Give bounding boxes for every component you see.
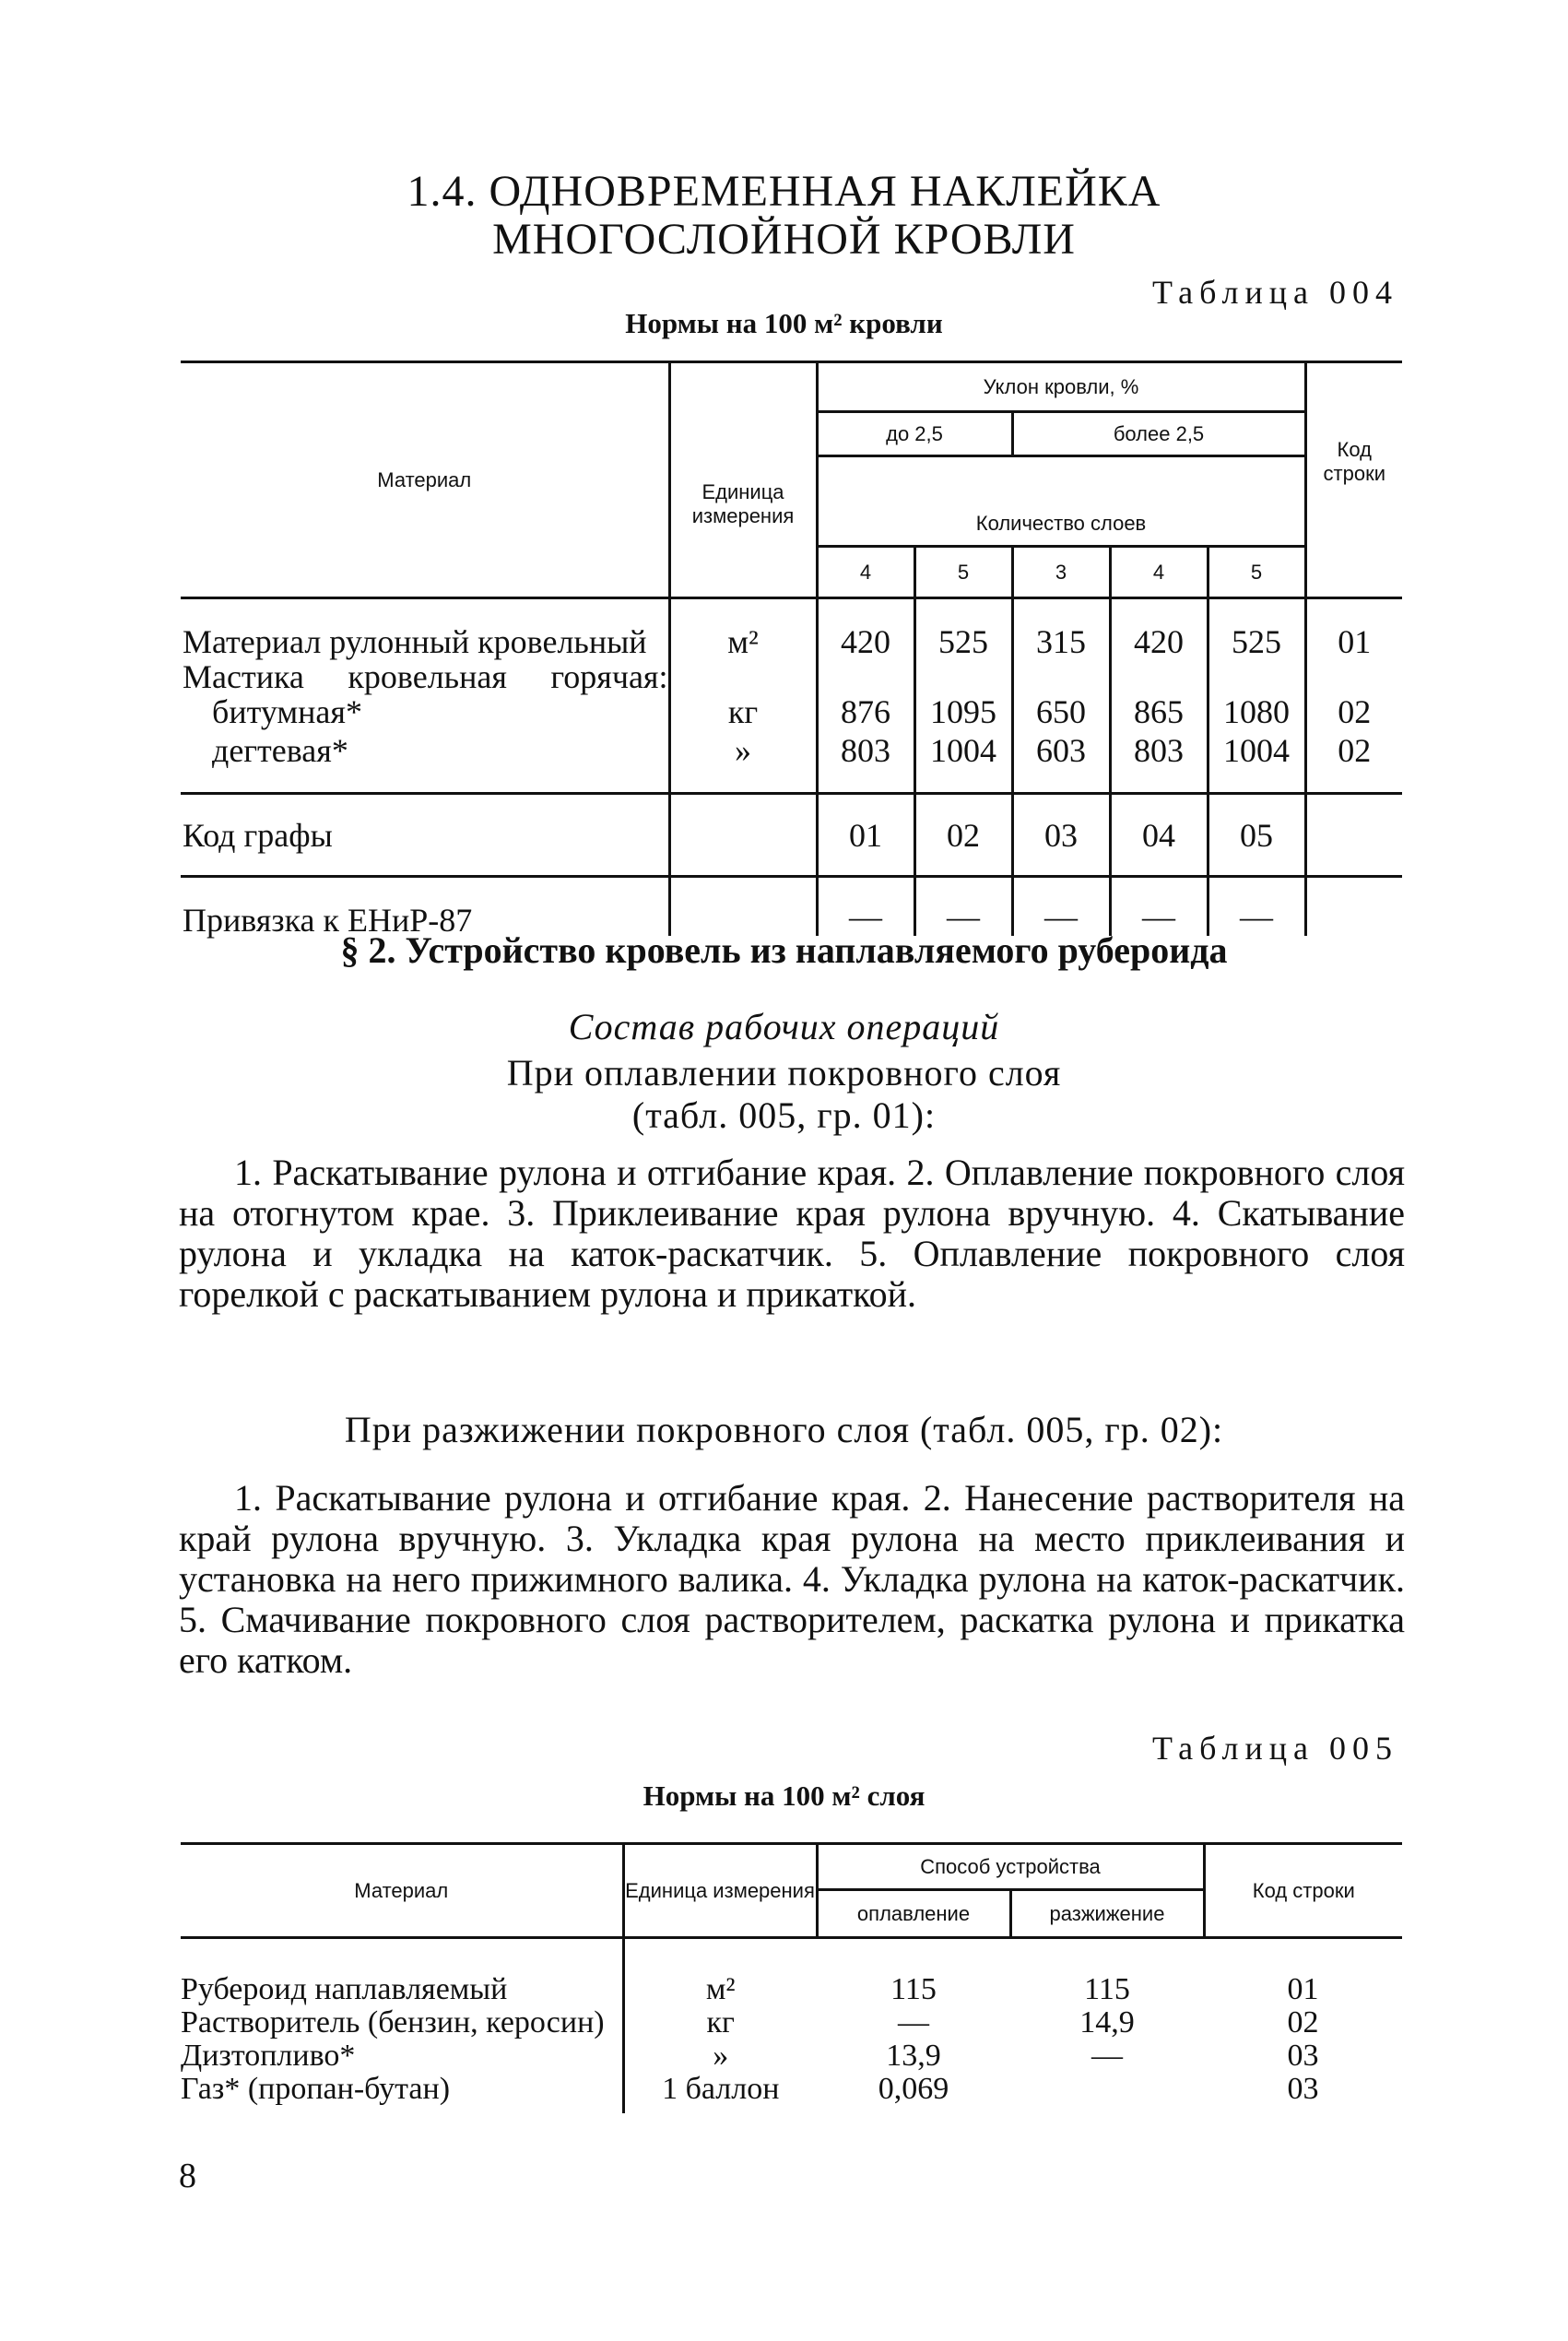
value-cell: 1004 [914,731,1012,770]
table-004-label: Таблица 004 [1152,274,1398,311]
unit-cell: 1 баллон [623,2073,817,2106]
header-layers: Количество слоев [817,456,1305,547]
value-cell: 420 [1110,622,1208,661]
header-material: Материал [181,1844,623,1938]
liquefying-cell: 115 [1084,1971,1130,2006]
value-cell [1110,661,1208,692]
value-cell: 1095 [914,692,1012,731]
binding-cell: — [1110,877,1208,936]
table-004 [181,361,1402,939]
melting-cell: 13,9 [886,2038,941,2073]
layer-count: 5 [914,547,1012,598]
value-cell: 1080 [1208,692,1305,731]
header-slope-to: до 2,5 [817,412,1012,456]
binding-cell: — [1012,877,1110,936]
code-cell: 01 [1305,622,1402,661]
unit-cell [669,661,817,692]
value-cell [817,661,914,692]
value-cell: 525 [914,622,1012,661]
header-unit: Единица измерения [669,362,817,598]
column-code-cell: 03 [1012,794,1110,877]
material-cell: Мастика кровельная горячая: [183,657,668,695]
binding-cell: — [817,877,914,936]
melting-title-line1: При оплавлении покровного слоя [506,1052,1062,1094]
material-cell: Рубероид наплавляемый [181,1971,508,2006]
column-code-row [181,794,1402,877]
value-cell: 603 [1012,731,1110,770]
liquefy-operations-text [179,1478,1405,1681]
table-row [181,731,1402,770]
header-melting: оплавление [817,1890,1010,1938]
value-cell: 865 [1110,692,1208,731]
code-cell: 02 [1305,731,1402,770]
melting-title-line2: (табл. 005, гр. 01): [631,1094,937,1136]
layer-count: 5 [1208,547,1305,598]
section-heading-line1: 1.4. ОДНОВРЕМЕННАЯ НАКЛЕЙКА [407,167,1161,216]
melting-paragraph: 1. Раскатывание рулона и отгибание края. 2. Оплавление покровного слоя на отогнутом крае. 3. Приклеивание края рулона вручную. 4. Скатывание рулона и укладка на каток-раскатчик. 5. Оплавление покровного слоя горелкой с раскатыванием рулона и прикаткой. [179,1152,1405,1315]
value-cell: 420 [817,622,914,661]
unit-cell: » [669,731,817,770]
unit-cell: кг [623,2006,817,2040]
table-row [181,692,1402,731]
material-cell: Газ* (пропан-бутан) [181,2071,451,2106]
value-cell: 803 [1110,731,1208,770]
unit-cell: м² [623,1973,817,2006]
column-code-cell: 05 [1208,794,1305,877]
column-code-cell: 04 [1110,794,1208,877]
header-liquefying: разжижение [1010,1890,1204,1938]
value-cell: 650 [1012,692,1110,731]
code-cell: 02 [1287,2004,1319,2040]
header-row-code: Код строки [1305,362,1402,598]
material-cell: Растворитель (бензин, керосин) [181,2004,605,2040]
value-cell [914,661,1012,692]
binding-row [181,877,1402,936]
table-row [181,661,1402,692]
column-code-cell: 01 [817,794,914,877]
binding-label: Привязка к ЕНиР-87 [183,901,473,939]
value-cell: 315 [1012,622,1110,661]
binding-cell: — [1208,877,1305,936]
section-heading-line2: МНОГОСЛОЙНОЙ КРОВЛИ [492,215,1076,264]
material-cell: Дизтопливо* [181,2038,356,2073]
table-row [181,1973,1402,2006]
liquefying-cell: — [1091,2038,1123,2073]
table-row [181,622,1402,661]
table-005-norms-title: Нормы на 100 м² слоя [643,1779,925,1812]
value-cell: 876 [817,692,914,731]
column-code-cell: 02 [914,794,1012,877]
melting-cell: 115 [890,1971,937,2006]
melting-operations-text [179,1153,1405,1315]
melting-cell: — [898,2004,929,2040]
material-cell: дегтевая* [212,731,348,769]
liquefying-cell [1010,2073,1204,2106]
binding-cell: — [914,877,1012,936]
unit-cell: » [623,2040,817,2073]
value-cell [1012,661,1110,692]
table-row [181,2040,1402,2073]
operations-title: Состав рабочих операций [568,1006,1000,1047]
value-cell: 803 [817,731,914,770]
code-cell: 02 [1305,692,1402,731]
material-cell: битумная* [212,692,362,730]
value-cell: 525 [1208,622,1305,661]
code-cell: 01 [1287,1971,1319,2006]
code-cell: 03 [1287,2071,1319,2106]
layer-count: 4 [817,547,914,598]
code-cell [1305,661,1402,692]
material-cell: Материал рулонный кровельный [183,622,647,660]
unit-cell: м² [669,622,817,661]
column-code-label: Код графы [181,794,669,877]
header-row-code: Код строки [1204,1844,1402,1938]
value-cell [1208,661,1305,692]
liquefying-cell: 14,9 [1079,2004,1135,2040]
table-005 [181,1842,1402,2113]
value-cell: 1004 [1208,731,1305,770]
liquefy-paragraph: 1. Раскатывание рулона и отгибание края. 2. Нанесение растворителя на край рулона вручную. 3. Укладка края рулона на место приклеивания и установка на него прижимного валика. 4. Укладка рулона на каток-раскатчик. 5. Смачивание покровного слоя растворителем, раскатка рулона и прикатка его катком. [179,1477,1405,1681]
liquefy-title: При разжижении покровного слоя (табл. 005, гр. 02): [344,1409,1224,1450]
table-004-norms-title: Нормы на 100 м² кровли [625,307,943,339]
table-row [181,2006,1402,2040]
section-2-title: § 2. Устройство кровель из наплавляемого рубероида [340,929,1228,971]
header-method: Способ устройства [817,1844,1204,1890]
unit-cell: кг [669,692,817,731]
layer-count: 3 [1012,547,1110,598]
header-slope-over: более 2,5 [1012,412,1305,456]
header-material: Материал [181,362,669,598]
table-005-label: Таблица 005 [1152,1730,1398,1767]
table-row [181,2073,1402,2106]
melting-cell: 0,069 [878,2071,949,2106]
page-number: 8 [179,2157,196,2195]
header-unit: Единица измерения [623,1844,817,1938]
layer-count: 4 [1110,547,1208,598]
code-cell: 03 [1287,2038,1319,2073]
header-slope: Уклон кровли, % [817,362,1305,412]
